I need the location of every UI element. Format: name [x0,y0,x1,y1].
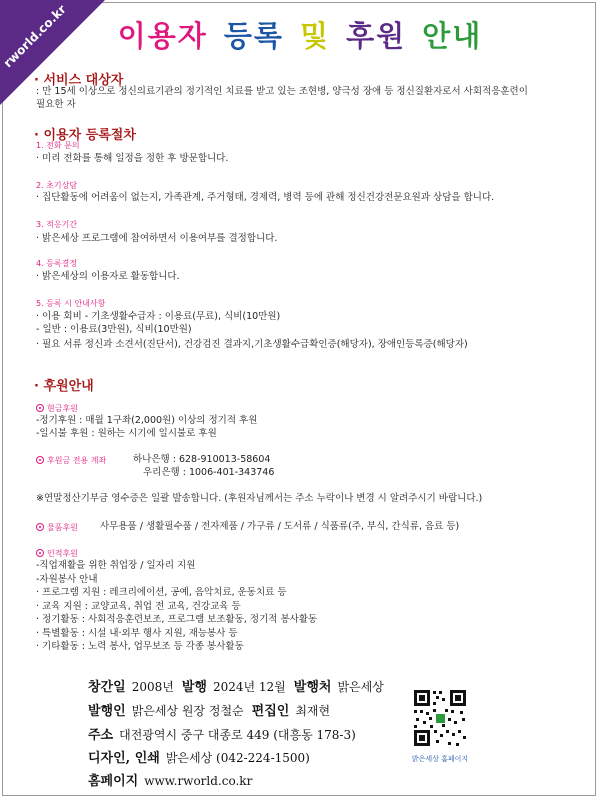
homepage-link[interactable]: www.rworld.co.kr [144,774,253,788]
step-1-text: · 미리 전화를 통해 일정을 정한 후 방문합니다. [36,153,229,164]
talent-line-7: · 기타활동 : 노력 봉사, 업무보조 등 각종 봉사활동 [36,641,244,652]
bullet-icon [36,456,44,464]
goods-donation-items: 사무용품 / 생활필수품 / 전자제품 / 가구류 / 도서류 / 식품류(주, 부식, 간식류, 음료 등) [100,521,460,532]
step-1-label: 1. 전화 문의 [36,141,80,150]
talent-line-2: -자원봉사 안내 [36,574,98,585]
title-word-5: 안내 [422,19,483,53]
cash-donation-label: 현금후원 [36,402,78,415]
talent-donation-label: 인적후원 [36,547,78,560]
footer-line-founded: 창간일 2008년 발행 2024년 12월 발행처 밝은세상 [88,680,384,695]
receipt-note: ※연말정산기부금 영수증은 일괄 발송합니다. (후원자님께서는 주소 누락이나 변경 시 알려주시기 바랍니다.) [36,493,483,504]
qr-code[interactable] [400,688,480,748]
lump-sum-donation-text: -일시불 후원 : 원하는 시기에 일시불로 후원 [36,428,217,439]
goods-donation-label: 물품후원 [36,521,78,534]
woori-bank-account: 우리은행 : 1006-401-343746 [143,467,275,478]
talent-line-6: · 특별활동 : 시설 내·외부 행사 지원, 재능봉사 등 [36,628,238,639]
step-2-label: 2. 초기상담 [36,181,78,190]
step-4-text: · 밝은세상의 이용자로 활동합니다. [36,271,180,282]
title-word-2: 등록 [223,19,284,53]
title-word-4: 후원 [346,19,407,53]
account-label: 후원금 전용 계좌 [36,454,106,467]
bullet-icon [36,523,44,531]
site-url-badge[interactable]: rworld.co.kr [0,2,69,71]
publication-info [80,668,580,792]
service-heading: · 서비스 대상자 [34,73,124,88]
step-5-fee-basic: · 이용 회비 - 기초생활수급자 : 이용료(무료), 식비(10만원) [36,311,281,322]
step-5-fee-general: - 일반 : 이용료(3만원), 식비(10만원) [36,324,192,335]
step-5-documents: · 필요 서류 정신과 소견서(진단서), 건강검진 결과지,기초생활수급확인증(해당자), 장애인등록증(해당자) [36,339,468,350]
registration-heading: · 이용자 등록절차 [34,128,136,143]
hana-bank-account: 하나은행 : 628-910013-58604 [133,454,271,465]
donation-heading: · 후원안내 [34,379,94,394]
service-line-2: 필요한 자 [36,99,76,110]
bullet-icon [36,549,44,557]
step-3-label: 3. 적응기간 [36,220,78,229]
talent-line-3: · 프로그램 지원 : 레크리에이션, 공예, 음악치료, 운동치료 등 [36,587,287,598]
step-2-text: · 집단활동에 어려움이 없는지, 가족관계, 주거형태, 경제력, 병력 등에 관해 정신건강전문요원과 상담을 합니다. [36,192,495,203]
service-line-1: : 만 15세 이상으로 정신의료기관의 정기적인 치료를 받고 있는 조현병, 양극성 장애 등 정신질환자로서 사회적응훈련이 [36,86,528,97]
title-word-3: 및 [300,19,331,53]
title-word-1: 이용자 [117,19,208,53]
regular-donation-text: -정기후원 : 매월 1구좌(2,000원) 이상의 정기적 후원 [36,415,258,426]
footer-line-design: 디자인, 인쇄 밝은세상 (042-224-1500) [88,751,310,766]
talent-line-5: · 정기활동 : 사회적응훈련보조, 프로그램 보조활동, 정기적 봉사활동 [36,614,318,625]
talent-line-1: -직업재활을 위한 취업장 / 일자리 지원 [36,560,196,571]
footer-line-publisher: 발행인 밝은세상 원장 정철순 편집인 최재현 [88,704,331,719]
bullet-icon [36,404,44,412]
talent-line-4: · 교육 지원 : 교양교육, 취업 전 교육, 건강교육 등 [36,601,241,612]
qr-caption: 밝은세상 홈페이지 [411,755,469,763]
page-title [0,14,600,55]
step-4-label: 4. 등록결정 [36,259,78,268]
step-3-text: · 밝은세상 프로그램에 참여하면서 이용여부를 결정합니다. [36,233,278,244]
step-5-label: 5. 등록 시 안내사항 [36,299,106,308]
footer-line-address: 주소 대전광역시 중구 대종로 449 (대흥동 178-3) [88,728,356,743]
footer-line-homepage: 홈페이지 www.rworld.co.kr [88,774,253,789]
